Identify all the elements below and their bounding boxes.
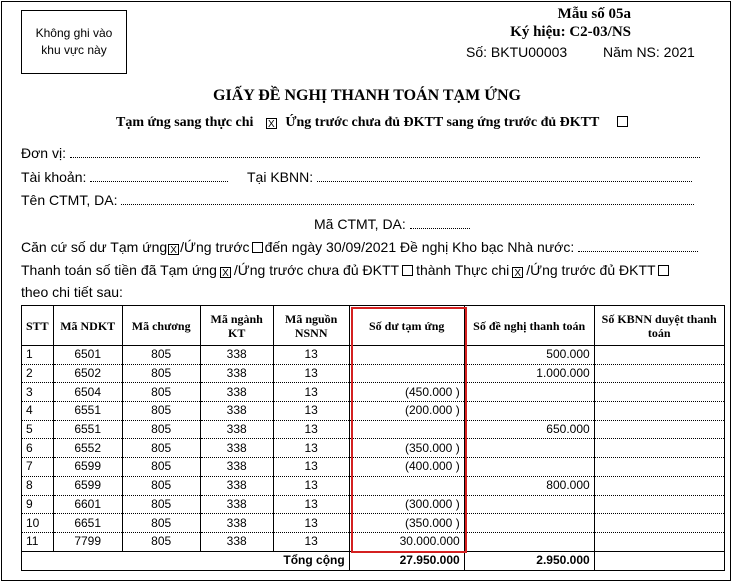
cell-chuong: 805 (122, 476, 200, 495)
cell-ndkt: 6599 (53, 458, 122, 477)
cell-nganh: 338 (200, 495, 273, 514)
cell-de-nghi: 500.000 (464, 346, 594, 365)
cell-de-nghi (464, 402, 594, 421)
cell-ndkt: 6504 (53, 383, 122, 402)
cell-duyet (594, 532, 724, 551)
prepay-incomplete-checkbox[interactable] (402, 265, 413, 276)
cell-nguon: 13 (273, 346, 349, 365)
col-header-chuong: Mã chương (122, 306, 200, 346)
cell-ndkt: 6552 (53, 439, 122, 458)
cell-de-nghi (464, 532, 594, 551)
cell-chuong: 805 (122, 346, 200, 365)
cell-nguon: 13 (273, 514, 349, 533)
program-code-label: Mã CTMT, DA: (314, 216, 406, 232)
unit-field (21, 145, 700, 161)
table-row (22, 364, 725, 383)
cell-stt: 10 (22, 514, 54, 533)
cell-duyet (594, 495, 724, 514)
cell-chuong: 805 (122, 402, 200, 421)
table-row (22, 439, 725, 458)
page-title: GIẤY ĐỀ NGHỊ THANH TOÁN TẠM ỨNG (213, 87, 521, 104)
advance-to-actual-checkbox[interactable]: X (266, 118, 277, 129)
payment-line (21, 262, 671, 278)
cell-nganh: 338 (200, 402, 273, 421)
cell-chuong: 805 (122, 420, 200, 439)
unit-input[interactable] (70, 147, 700, 158)
treasury-input[interactable] (578, 241, 698, 252)
basis-line (21, 239, 698, 255)
cell-so-du: (300.000 ) (349, 495, 464, 514)
cell-so-du: (350.000 ) (349, 439, 464, 458)
table-row (22, 514, 725, 533)
table-row (22, 346, 725, 365)
cell-nguon: 13 (273, 420, 349, 439)
cell-de-nghi (464, 383, 594, 402)
cell-chuong: 805 (122, 439, 200, 458)
account-label: Tài khoản: (21, 169, 87, 185)
cell-ndkt: 6551 (53, 420, 122, 439)
cell-chuong: 805 (122, 514, 200, 533)
subtitle (116, 115, 630, 131)
cell-de-nghi: 800.000 (464, 476, 594, 495)
payment-text1: Thanh toán số tiền đã Tạm ứng (21, 262, 217, 278)
cell-nganh: 338 (200, 476, 273, 495)
account-input[interactable] (90, 171, 228, 182)
actual-spend-checkbox[interactable]: X (512, 267, 523, 278)
table-row (22, 532, 725, 551)
account-field (21, 169, 228, 185)
cell-so-du: (200.000 ) (349, 402, 464, 421)
cell-so-du (349, 420, 464, 439)
form-symbol: Ký hiệu: C2-03/NS (510, 24, 631, 40)
total-duyet (594, 551, 724, 570)
form-number: Mẫu số 05a (557, 6, 631, 22)
cell-nganh: 338 (200, 383, 273, 402)
prepay-complete-checkbox[interactable] (658, 265, 669, 276)
program-name-input[interactable] (121, 194, 694, 205)
cell-chuong: 805 (122, 532, 200, 551)
cell-stt: 3 (22, 383, 54, 402)
cell-ndkt: 6502 (53, 364, 122, 383)
cell-stt: 2 (22, 364, 54, 383)
cell-duyet (594, 439, 724, 458)
cell-duyet (594, 514, 724, 533)
cell-duyet (594, 364, 724, 383)
cell-ndkt: 6599 (53, 476, 122, 495)
cell-nguon: 13 (273, 532, 349, 551)
paid-advance-checkbox[interactable]: X (220, 267, 231, 278)
cell-chuong: 805 (122, 458, 200, 477)
col-header-nguon: Mã nguồn NSNN (273, 306, 349, 346)
cell-so-du: 30.000.000 (349, 532, 464, 551)
cell-duyet (594, 476, 724, 495)
cell-de-nghi (464, 495, 594, 514)
program-name-field (21, 192, 694, 208)
budget-year: Năm NS: 2021 (603, 44, 695, 60)
table-row (22, 420, 725, 439)
cell-nguon: 13 (273, 402, 349, 421)
subtitle-part1: Tạm ứng sang thực chi (116, 115, 254, 130)
cell-stt: 6 (22, 439, 54, 458)
kbnn-field (247, 169, 692, 185)
table-row (22, 458, 725, 477)
cell-duyet (594, 458, 724, 477)
cell-so-du: (350.000 ) (349, 514, 464, 533)
cell-de-nghi: 1.000.000 (464, 364, 594, 383)
col-header-so-du: Số dư tạm ứng (349, 306, 464, 346)
cell-ndkt: 7799 (53, 532, 122, 551)
cell-duyet (594, 420, 724, 439)
total-so-du: 27.950.000 (349, 551, 464, 570)
col-header-ndkt: Mã NDKT (53, 306, 122, 346)
cell-nganh: 338 (200, 532, 273, 551)
basis-text2: /Ứng trước (180, 239, 250, 255)
document-number: Số: BKTU00003 (466, 44, 568, 60)
cell-stt: 8 (22, 476, 54, 495)
kbnn-input[interactable] (317, 171, 692, 182)
cell-nguon: 13 (273, 495, 349, 514)
kbnn-label: Tại KBNN: (247, 169, 314, 185)
col-header-nganh: Mã ngành KT (200, 306, 273, 346)
table-row (22, 495, 725, 514)
cell-stt: 11 (22, 532, 54, 551)
cell-chuong: 805 (122, 383, 200, 402)
cell-so-du (349, 364, 464, 383)
prepay-checkbox[interactable] (617, 116, 628, 127)
cell-duyet (594, 402, 724, 421)
cell-nguon: 13 (273, 383, 349, 402)
cell-so-du: (400.000 ) (349, 458, 464, 477)
cell-so-du (349, 476, 464, 495)
cell-stt: 7 (22, 458, 54, 477)
reserved-area-box (21, 10, 127, 74)
cell-stt: 4 (22, 402, 54, 421)
cell-stt: 5 (22, 420, 54, 439)
basis-text1: Căn cứ số dư Tạm ứng (21, 239, 168, 255)
col-header-de-nghi: Số đề nghị thanh toán (464, 306, 594, 346)
cell-de-nghi (464, 514, 594, 533)
cell-duyet (594, 346, 724, 365)
cell-nguon: 13 (273, 364, 349, 383)
payment-text4: /Ứng trước đủ ĐKTT (526, 262, 656, 278)
cell-ndkt: 6501 (53, 346, 122, 365)
payment-text3: thành Thực chi (416, 262, 510, 278)
cell-nguon: 13 (273, 439, 349, 458)
program-name-label: Tên CTMT, DA: (21, 192, 118, 208)
subtitle-part2: Ứng trước chưa đủ ĐKTT sang ứng trước đủ ĐKTT (285, 115, 600, 130)
cell-stt: 9 (22, 495, 54, 514)
cell-chuong: 805 (122, 364, 200, 383)
cell-nganh: 338 (200, 439, 273, 458)
cell-so-du (349, 346, 464, 365)
program-code-input[interactable] (410, 218, 470, 229)
cell-de-nghi: 650.000 (464, 420, 594, 439)
col-header-duyet: Số KBNN duyệt thanh toán (594, 306, 724, 346)
cell-chuong: 805 (122, 495, 200, 514)
cell-nganh: 338 (200, 346, 273, 365)
basis-text3: đến ngày 30/09/2021 Đề nghị Kho bạc Nhà nước: (264, 239, 575, 255)
cell-de-nghi (464, 439, 594, 458)
table-row (22, 402, 725, 421)
cell-so-du: (450.000 ) (349, 383, 464, 402)
cell-ndkt: 6551 (53, 402, 122, 421)
cell-de-nghi (464, 458, 594, 477)
table-row (22, 383, 725, 402)
unit-label: Đơn vị: (21, 145, 66, 161)
cell-ndkt: 6601 (53, 495, 122, 514)
total-label: Tổng cộng (22, 551, 350, 570)
cell-stt: 1 (22, 346, 54, 365)
total-row (22, 551, 725, 570)
reserved-area-line1: Không ghi vào (35, 26, 113, 40)
cell-nganh: 338 (200, 514, 273, 533)
detail-caption: theo chi tiết sau: (21, 284, 123, 300)
cell-ndkt: 6651 (53, 514, 122, 533)
advance-balance-checkbox[interactable]: X (168, 244, 179, 255)
cell-duyet (594, 383, 724, 402)
table-row (22, 476, 725, 495)
cell-nganh: 338 (200, 458, 273, 477)
total-de-nghi: 2.950.000 (464, 551, 594, 570)
cell-nguon: 13 (273, 476, 349, 495)
cell-nganh: 338 (200, 420, 273, 439)
col-header-stt: STT (22, 306, 54, 346)
table-header-row (22, 306, 725, 346)
payment-text2: /Ứng trước chưa đủ ĐKTT (233, 262, 400, 278)
prepay-balance-checkbox[interactable] (252, 242, 263, 253)
program-code-field (314, 216, 470, 232)
cell-nganh: 338 (200, 364, 273, 383)
payment-table (21, 305, 725, 571)
reserved-area-line2: khu vực này (41, 43, 107, 57)
cell-nguon: 13 (273, 458, 349, 477)
